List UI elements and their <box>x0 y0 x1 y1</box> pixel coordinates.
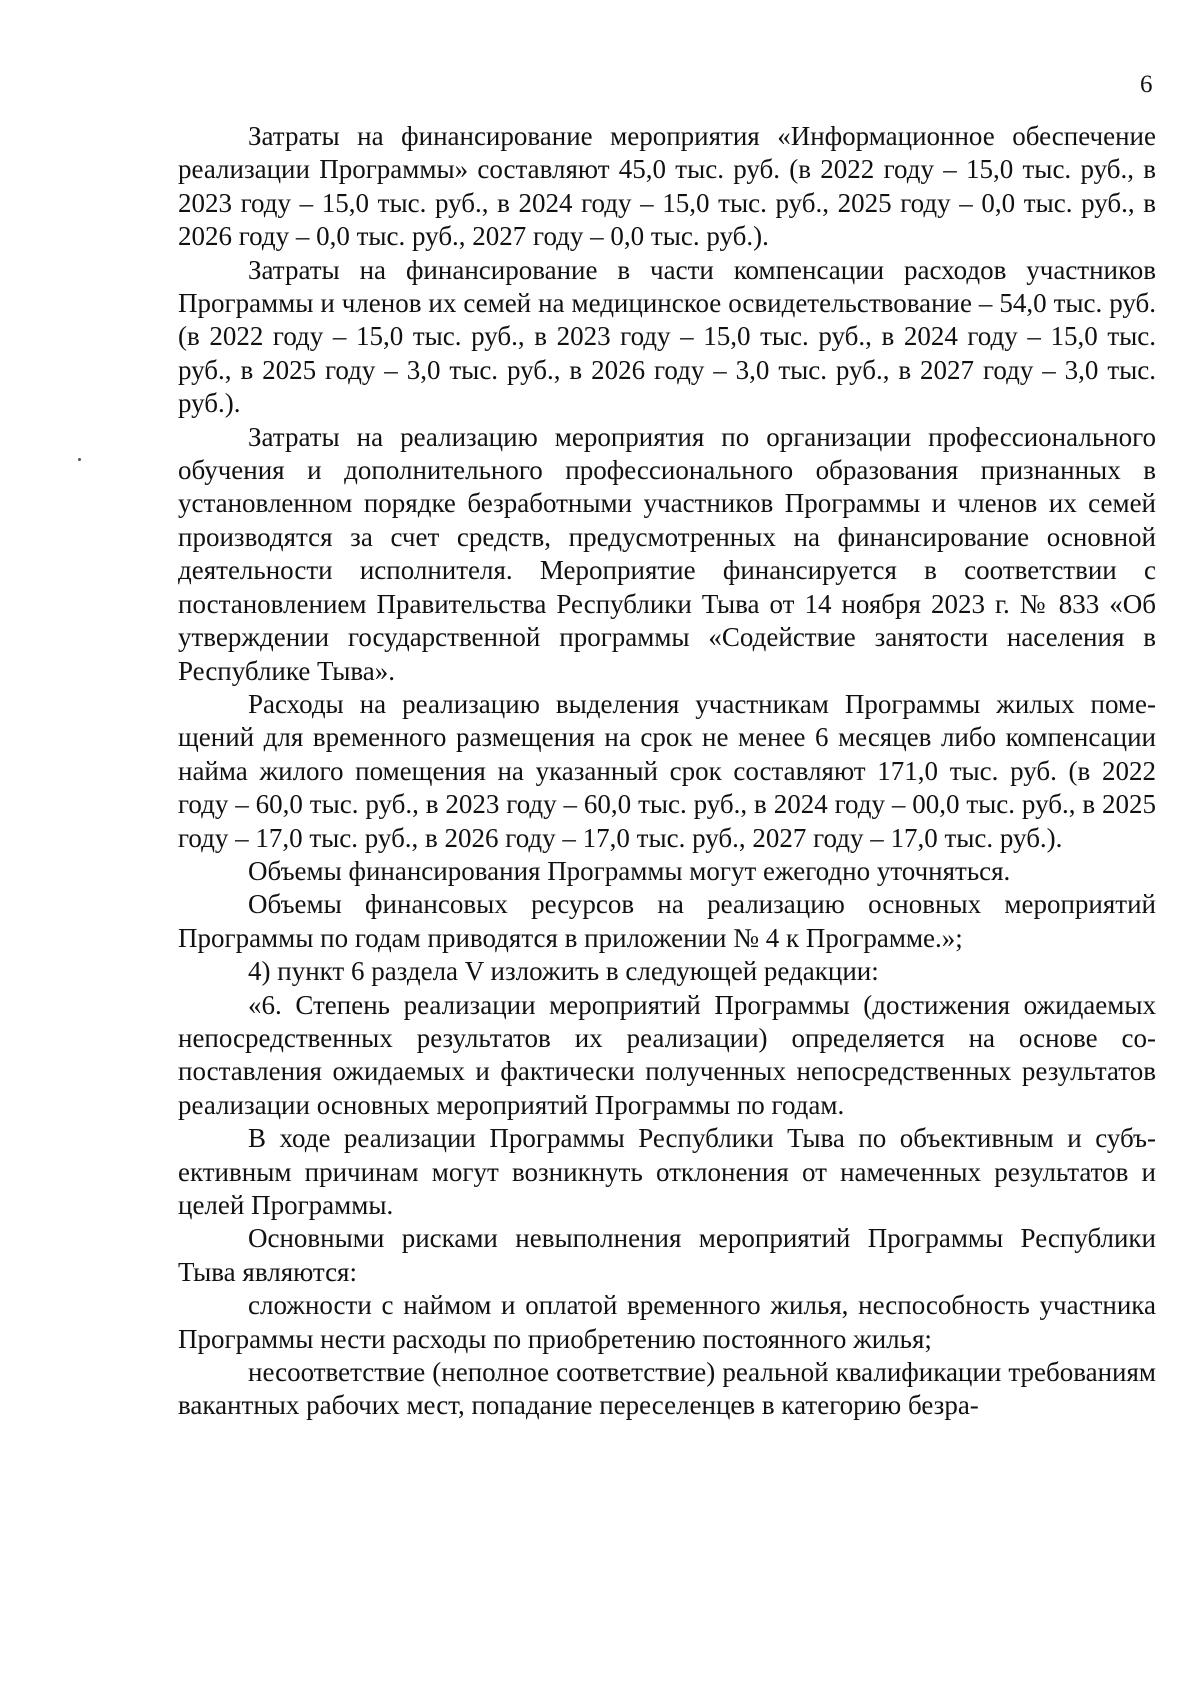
paragraph-risks-intro: Основными рисками невыполнения мероприятий Программы Республики Тыва являются: <box>178 1223 1156 1287</box>
paragraph-financial-resources: Объемы финансовых ресурсов на реализацию основных мероприятий Программы по годам приводятся в приложении № 4 к Программе.»; <box>178 889 1156 953</box>
paragraph-medical-exam-costs: Затраты на финансирование в части компенсации расходов участников Программы и членов их семей на медицинское освидетельствование – 54,0 тыс. руб. (в 2022 году – 15,0 тыс. руб., в 2023 году – 15,0 тыс. руб., в 2024 году – 15,0 тыс. руб., в 2025 году – 3,0 тыс. руб., в 2026 году – 3,0 тыс. руб., в 2027 году – 3,0 тыс. руб.). <box>178 254 1156 419</box>
paragraph-amendment-item-4: 4) пункт 6 раздела V изложить в следующей редакции: <box>248 956 879 987</box>
paragraph-info-support-costs: Затраты на финансирование мероприятия «Информационное обеспечение реализации Программы» составляют 45,0 тыс. руб. (в 2022 году – 15,0 тыс. руб., в 2023 году – 15,0 тыс. руб., в 2024 году – 15,0 тыс. руб., 2025 году – 0,0 тыс. руб., в 2026 году – 0,0 тыс. руб., 2027 году – 0,0 тыс. руб.). <box>178 121 1156 252</box>
paragraph-risk-housing: сложности с наймом и оплатой временного жилья, неспособность участника Программы нести расходы по приобретению постоянного жилья; <box>178 1290 1156 1354</box>
paragraph-funding-adjustments: Объемы финансирования Программы могут ежегодно уточняться. <box>248 855 1011 886</box>
scan-speck <box>78 458 81 461</box>
paragraph-implementation-degree: «6. Степень реализации мероприятий Программы (достижения ожидаемых непосредственных результатов их реализации) определяется на основе сопоставления ожидаемых и фактически полученных непосредственных результатов реализации основных мероприятий Программы по годам. <box>178 989 1156 1120</box>
paragraph-risk-qualification: несоответствие (неполное соответствие) реальной квалификации требованиям вакантных рабочих мест, попадание переселенцев в категорию безра- <box>178 1357 1156 1421</box>
paragraph-training-costs: Затраты на реализацию мероприятия по организации профессионального обучения и дополнительного профессионального образования признанных в установленном порядке безработными участников Программы и членов их семей производятся за счет средств, предусмотренных на финансирование основной деятельности исполнителя. Мероприятие финансируется в соответствии с постановлением Правительства Республики Тыва от 14 ноября 2023 г. № 833 «Об утверждении государственной программы «Содействие занятости населения в Республике Тыва». <box>178 421 1156 686</box>
document-body <box>178 120 1156 1423</box>
paragraph-housing-costs: Расходы на реализацию выделения участникам Программы жилых помещений для временного размещения на срок не менее 6 месяцев либо компенсации найма жилого помещения на указанный срок составляют 171,0 тыс. руб. (в 2022 году – 60,0 тыс. руб., в 2023 году – 60,0 тыс. руб., в 2024 году – 00,0 тыс. руб., в 2025 году – 17,0 тыс. руб., в 2026 году – 17,0 тыс. руб., 2027 году – 17,0 тыс. руб.). <box>178 688 1156 853</box>
paragraph-deviations: В ходе реализации Программы Республики Тыва по объективным и субъективным причинам могут возникнуть отклонения от намеченных результатов и целей Программы. <box>178 1123 1156 1220</box>
page-number: 6 <box>1140 71 1153 98</box>
